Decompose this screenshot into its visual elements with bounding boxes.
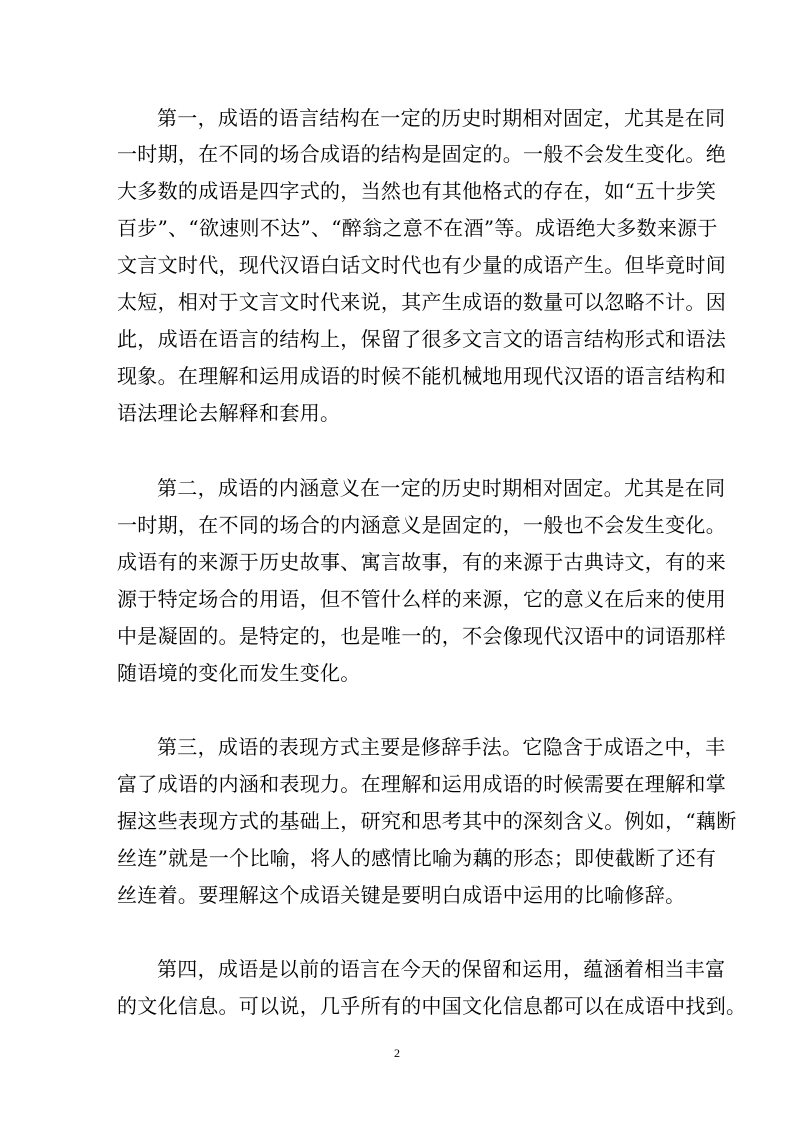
paragraph-1-line-6: 太短，相对于文言文时代来说，其产生成语的数量可以忽略不计。因 [117,290,726,314]
paragraph-3-line-5: 丝连着。要理解这个成语关键是要明白成语中运用的比喻修辞。 [117,883,686,907]
paragraph-3-line-4: 丝连”就是一个比喻，将人的感情比喻为藕的形态；即使截断了还有 [117,846,717,870]
paragraph-2-line-1: 第二，成语的内涵意义在一定的历史时期相对固定。尤其是在同 [157,476,726,500]
paragraph-1-line-5: 文言文时代，现代汉语白话文时代也有少量的成语产生。但毕竟时间 [117,253,726,277]
paragraph-1-line-2: 一时期，在不同的场合成语的结构是固定的。一般不会发生变化。绝 [117,142,726,166]
paragraph-2-line-2: 一时期，在不同的场合的内涵意义是固定的，一般也不会发生变化。 [117,513,726,537]
paragraph-1-line-4: 百步”、“欲速则不达”、“醉翁之意不在酒”等。成语绝大多数来源于 [117,216,718,240]
paragraph-4-line-1: 第四，成语是以前的语言在今天的保留和运用，蕴涵着相当丰富 [157,957,726,981]
paragraph-2-line-6: 随语境的变化而发生变化。 [117,661,361,685]
paragraph-1-line-8: 现象。在理解和运用成语的时候不能机械地用现代汉语的语言结构和 [117,364,726,388]
paragraph-1-line-1: 第一，成语的语言结构在一定的历史时期相对固定，尤其是在同 [157,106,726,130]
paragraph-2-line-5: 中是凝固的。是特定的，也是唯一的，不会像现代汉语中的词语那样 [117,624,726,648]
paragraph-1-line-7: 此，成语在语言的结构上，保留了很多文言文的语言结构形式和语法 [117,327,726,351]
page-number: 2 [394,1046,400,1060]
paragraph-1-line-9: 语法理论去解释和套用。 [117,401,341,425]
paragraph-2-line-4: 源于特定场合的用语，但不管什么样的来源，它的意义在后来的使用 [117,587,726,611]
paragraph-3-line-1: 第三，成语的表现方式主要是修辞手法。它隐含于成语之中，丰 [157,735,726,759]
paragraph-2-line-3: 成语有的来源于历史故事、寓言故事，有的来源于古典诗文，有的来 [117,550,726,574]
paragraph-4-line-2: 的文化信息。可以说，几乎所有的中国文化信息都可以在成语中找到。 [117,994,747,1018]
paragraph-3-line-3: 握这些表现方式的基础上，研究和思考其中的深刻含义。例如，“藕断 [117,809,737,833]
paragraph-1-line-3: 大多数的成语是四字式的，当然也有其他格式的存在，如“五十步笑 [117,179,717,203]
paragraph-3-line-2: 富了成语的内涵和表现力。在理解和运用成语的时候需要在理解和掌 [117,772,726,796]
